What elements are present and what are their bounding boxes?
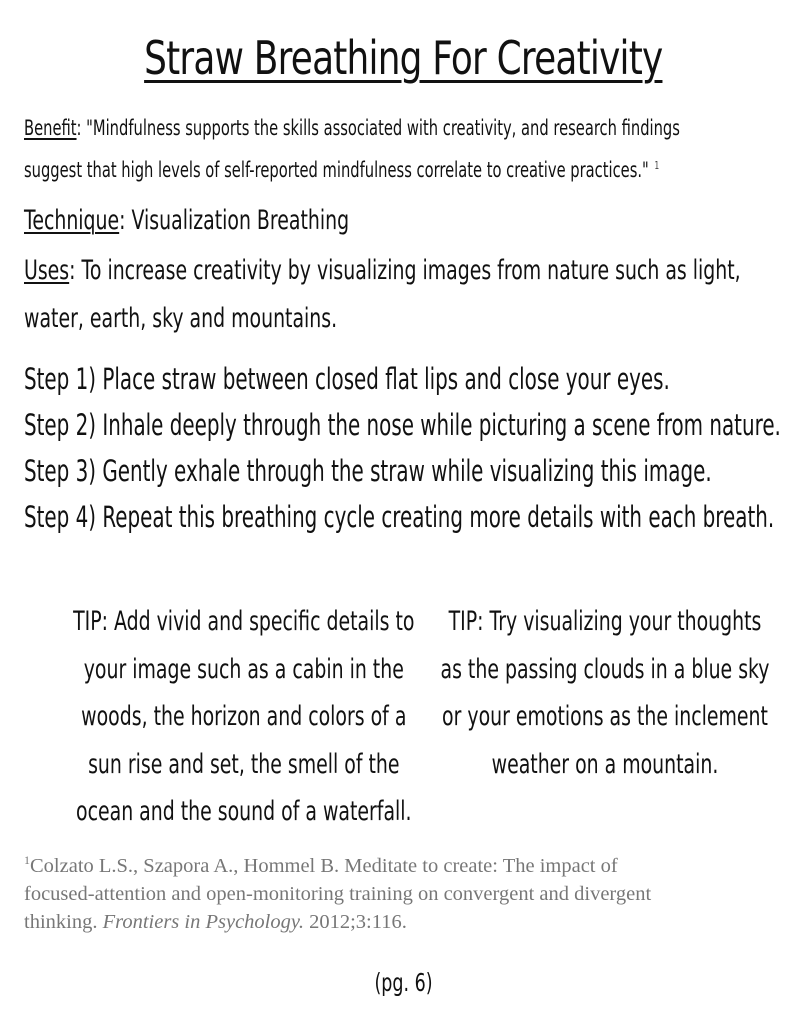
footnote-line-1: $^1$Colzato L.S., Szapora A., Hommel B. Meditate to create: The impact of [24,853,618,877]
tip-left-line: TIP: Add vivid and specific details to [73,606,415,637]
tip-left-line: woods, the horizon and colors of a [81,701,407,732]
benefit-quote-part-1: : "Mindfulness supports the skills associated with creativity, and research findings [76,116,680,140]
step-3: Step 3) Gently exhale through the straw while visualizing this image. [24,454,712,488]
page-title: Straw Breathing For Creativity [144,31,663,85]
uses-text-2: water, earth, sky and mountains. [24,303,338,334]
step-2: Step 2) Inhale deeply through the nose while picturing a scene from nature. [24,408,781,442]
uses-line-1 [24,255,741,286]
page-number: (pg. 6) [374,968,433,997]
tip-box-left [0,598,420,836]
benefit-label: Benefit [24,116,77,140]
benefit-line-2 [24,158,659,182]
benefit-line-1 [24,116,680,140]
footnote-line-2: focused-attention and open-monitoring training on convergent and divergent [24,882,652,905]
uses-line-2 [24,303,337,334]
footnote-citation [24,846,784,936]
tip-box-right [370,598,790,788]
benefit-quote-part-2: suggest that high levels of self-reported mindfulness correlate to creative practices." [24,158,649,182]
footnote-marker: 1 [24,853,30,867]
benefit-footnote-marker: 1 [654,159,660,172]
uses-label: Uses [24,255,70,286]
tip-right-line: as the passing clouds in a blue sky [440,653,770,685]
tip-right-line: weather on a mountain. [491,748,719,780]
footnote-line-3: thinking. Frontiers in Psychology. 2012;3:116. [24,910,407,933]
tip-left-line: ocean and the sound of a waterfall. [76,796,412,827]
step-1: Step 1) Place straw between closed flat lips and close your eyes. [24,362,670,396]
tip-right-line: TIP: Try visualizing your thoughts [448,606,762,637]
tip-left-line: your image such as a cabin in the [83,653,404,685]
tip-right-line: or your emotions as the inclement [442,701,768,732]
step-4: Step 4) Repeat this breathing cycle creating more details with each breath. [24,500,775,534]
technique-text: : Visualization Breathing [119,205,350,236]
technique-line [24,205,349,236]
tip-left-line: sun rise and set, the smell of the [88,748,400,780]
technique-label: Technique [24,205,120,236]
uses-text-1: : To increase creativity by visualizing images from nature such as light, [69,255,741,286]
journal-name: Frontiers in Psychology. [102,910,304,933]
